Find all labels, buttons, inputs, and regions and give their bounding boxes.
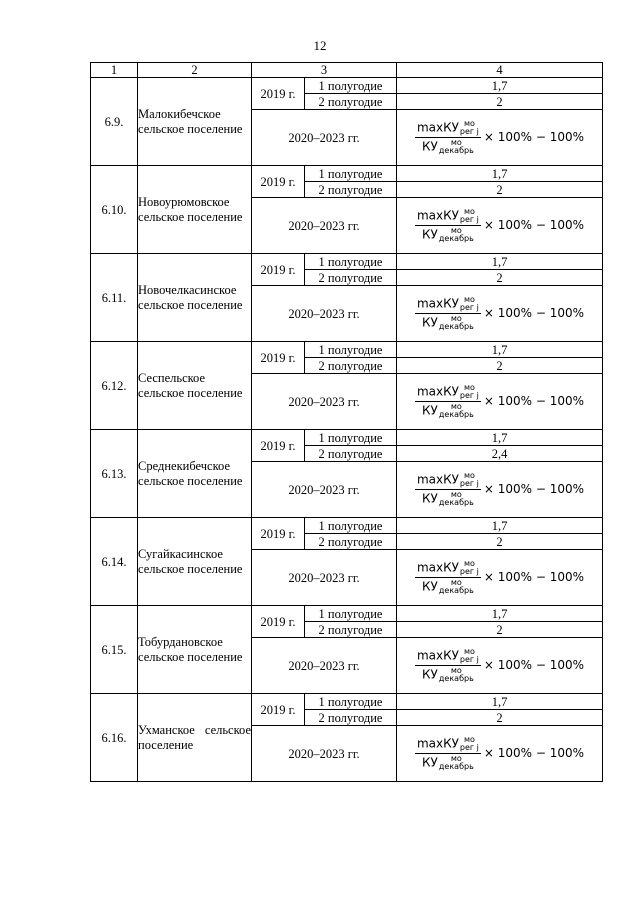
- settlement-name-text: Среднекибечское сельское поселение: [138, 458, 243, 488]
- settlement-name: [138, 694, 252, 782]
- settlement-name-text: Новочелкасинское сельское поселение: [138, 282, 243, 312]
- table-row: [91, 78, 603, 94]
- formula-numerator-sub: рег j: [459, 391, 479, 400]
- formula-numerator-sup: мо: [463, 383, 475, 392]
- value-half-1: 1,7: [397, 166, 603, 182]
- formula-rest: × 100% − 100%: [483, 130, 585, 144]
- settlement-name: [138, 606, 252, 694]
- formula-cell: [397, 550, 603, 606]
- formula-fraction: [415, 296, 481, 331]
- formula-numerator-main: maxКУ: [416, 736, 459, 751]
- formula-numerator-sub: рег j: [459, 303, 479, 312]
- value-half-2: 2: [397, 358, 603, 374]
- formula-denominator-main: КУ: [422, 667, 438, 682]
- formula-rest: × 100% − 100%: [483, 218, 585, 232]
- formula-denominator: [420, 314, 476, 331]
- formula-cell: [397, 374, 603, 430]
- formula-numerator: [415, 296, 481, 314]
- formula-denominator-main: КУ: [422, 755, 438, 770]
- formula-cell: [397, 286, 603, 342]
- formula-denominator-sub: декабрь: [438, 234, 474, 243]
- targets-table: [90, 62, 603, 782]
- formula-denominator-sup: мо: [450, 754, 462, 763]
- table-row: [91, 430, 603, 446]
- formula: [415, 208, 584, 243]
- period-cell: 2020–2023 гг.: [252, 374, 397, 430]
- formula-denominator-sub: декабрь: [438, 322, 474, 331]
- formula-numerator-sup: мо: [463, 207, 475, 216]
- half-year-2: 2 полугодие: [305, 446, 397, 462]
- half-year-1: 1 полугодие: [305, 342, 397, 358]
- value-half-2: 2: [397, 534, 603, 550]
- formula-denominator-main: КУ: [422, 403, 438, 418]
- half-year-2: 2 полугодие: [305, 622, 397, 638]
- formula-fraction: [415, 736, 481, 771]
- period-cell: 2020–2023 гг.: [252, 726, 397, 782]
- formula-numerator: [415, 120, 481, 138]
- value-half-2: 2: [397, 182, 603, 198]
- settlement-name-text: Сугайкасинское сельское поселение: [138, 546, 243, 576]
- value-half-1: 1,7: [397, 430, 603, 446]
- settlement-name: [138, 342, 252, 430]
- value-half-2: 2,4: [397, 446, 603, 462]
- formula-rest: × 100% − 100%: [483, 570, 585, 584]
- row-number: 6.13.: [91, 430, 138, 518]
- formula-denominator-sup: мо: [450, 490, 462, 499]
- formula-numerator: [415, 208, 481, 226]
- half-year-1: 1 полугодие: [305, 254, 397, 270]
- settlement-name-text: Сеспельское сельское поселение: [138, 370, 243, 400]
- page-number: 12: [313, 38, 327, 53]
- formula-rest: × 100% − 100%: [483, 482, 585, 496]
- formula-cell: [397, 638, 603, 694]
- formula-rest: × 100% − 100%: [483, 306, 585, 320]
- formula-denominator-main: КУ: [422, 315, 438, 330]
- formula-denominator: [420, 578, 476, 595]
- formula-fraction: [415, 560, 481, 595]
- year-cell: 2019 г.: [252, 606, 305, 638]
- formula-denominator: [420, 226, 476, 243]
- table-row: [91, 166, 603, 182]
- formula-fraction: [415, 120, 481, 155]
- formula-numerator: [415, 560, 481, 578]
- half-year-2: 2 полугодие: [305, 94, 397, 110]
- header-col-2: 2: [138, 63, 252, 78]
- formula-denominator-sup: мо: [450, 314, 462, 323]
- value-half-1: 1,7: [397, 518, 603, 534]
- half-year-2: 2 полугодие: [305, 534, 397, 550]
- value-half-2: 2: [397, 94, 603, 110]
- formula-numerator: [415, 384, 481, 402]
- formula-numerator-sub: рег j: [459, 127, 479, 136]
- table-row: [91, 606, 603, 622]
- formula-denominator: [420, 490, 476, 507]
- half-year-1: 1 полугодие: [305, 606, 397, 622]
- header-col-4: 4: [397, 63, 603, 78]
- formula-denominator-sub: декабрь: [438, 410, 474, 419]
- formula-denominator-sup: мо: [450, 138, 462, 147]
- formula-numerator-sub: рег j: [459, 655, 479, 664]
- half-year-1: 1 полугодие: [305, 430, 397, 446]
- header-col-1: 1: [91, 63, 138, 78]
- table-row: [91, 342, 603, 358]
- formula: [415, 472, 584, 507]
- formula-numerator-main: maxКУ: [416, 648, 459, 663]
- header-row: [91, 63, 603, 78]
- formula-numerator-main: maxКУ: [416, 384, 459, 399]
- formula-numerator-sup: мо: [463, 471, 475, 480]
- formula: [415, 736, 584, 771]
- table-row: [91, 254, 603, 270]
- formula-denominator-sup: мо: [450, 402, 462, 411]
- value-half-2: 2: [397, 622, 603, 638]
- formula-fraction: [415, 384, 481, 419]
- half-year-2: 2 полугодие: [305, 358, 397, 374]
- formula-denominator-main: КУ: [422, 491, 438, 506]
- header-col-3: 3: [252, 63, 397, 78]
- formula: [415, 296, 584, 331]
- formula-denominator: [420, 138, 476, 155]
- value-half-2: 2: [397, 710, 603, 726]
- value-half-1: 1,7: [397, 78, 603, 94]
- settlement-name-text: Ухманское сельское поселение: [138, 722, 251, 752]
- half-year-2: 2 полугодие: [305, 182, 397, 198]
- value-half-1: 1,7: [397, 694, 603, 710]
- period-cell: 2020–2023 гг.: [252, 110, 397, 166]
- formula-cell: [397, 110, 603, 166]
- formula-denominator-sub: декабрь: [438, 498, 474, 507]
- year-cell: 2019 г.: [252, 166, 305, 198]
- row-number: 6.15.: [91, 606, 138, 694]
- formula-numerator: [415, 648, 481, 666]
- period-cell: 2020–2023 гг.: [252, 638, 397, 694]
- year-cell: 2019 г.: [252, 694, 305, 726]
- settlement-name-text: Новоурюмовское сельское поселение: [138, 194, 243, 224]
- formula-cell: [397, 198, 603, 254]
- formula-numerator-main: maxКУ: [416, 560, 459, 575]
- formula-denominator: [420, 754, 476, 771]
- half-year-1: 1 полугодие: [305, 518, 397, 534]
- value-half-1: 1,7: [397, 606, 603, 622]
- period-cell: 2020–2023 гг.: [252, 550, 397, 606]
- formula-denominator-sub: декабрь: [438, 586, 474, 595]
- formula-numerator-sub: рег j: [459, 215, 479, 224]
- formula-numerator-main: maxКУ: [416, 296, 459, 311]
- period-cell: 2020–2023 гг.: [252, 462, 397, 518]
- period-cell: 2020–2023 гг.: [252, 286, 397, 342]
- half-year-1: 1 полугодие: [305, 166, 397, 182]
- formula-rest: × 100% − 100%: [483, 394, 585, 408]
- settlement-name: [138, 430, 252, 518]
- formula-denominator-sup: мо: [450, 666, 462, 675]
- value-half-2: 2: [397, 270, 603, 286]
- formula-denominator-sup: мо: [450, 226, 462, 235]
- row-number: 6.16.: [91, 694, 138, 782]
- formula-numerator-main: maxКУ: [416, 472, 459, 487]
- row-number: 6.10.: [91, 166, 138, 254]
- table-row: [91, 518, 603, 534]
- formula-numerator: [415, 472, 481, 490]
- formula-fraction: [415, 208, 481, 243]
- settlement-name-text: Малокибечское сельское поселение: [138, 106, 243, 136]
- formula-cell: [397, 726, 603, 782]
- formula: [415, 648, 584, 683]
- settlement-name: [138, 78, 252, 166]
- formula-numerator-sup: мо: [463, 559, 475, 568]
- year-cell: 2019 г.: [252, 78, 305, 110]
- half-year-2: 2 полугодие: [305, 270, 397, 286]
- formula-numerator-sub: рег j: [459, 479, 479, 488]
- period-cell: 2020–2023 гг.: [252, 198, 397, 254]
- half-year-1: 1 полугодие: [305, 694, 397, 710]
- row-number: 6.12.: [91, 342, 138, 430]
- settlement-name: [138, 166, 252, 254]
- year-cell: 2019 г.: [252, 342, 305, 374]
- formula-numerator-sub: рег j: [459, 743, 479, 752]
- formula-denominator-sub: декабрь: [438, 146, 474, 155]
- formula-numerator-main: maxКУ: [416, 208, 459, 223]
- formula-numerator-sup: мо: [463, 295, 475, 304]
- formula-fraction: [415, 648, 481, 683]
- half-year-1: 1 полугодие: [305, 78, 397, 94]
- half-year-2: 2 полугодие: [305, 710, 397, 726]
- value-half-1: 1,7: [397, 254, 603, 270]
- formula: [415, 120, 584, 155]
- year-cell: 2019 г.: [252, 518, 305, 550]
- settlement-name: [138, 254, 252, 342]
- formula-denominator-main: КУ: [422, 579, 438, 594]
- formula-numerator-sub: рег j: [459, 567, 479, 576]
- formula-denominator-main: КУ: [422, 139, 438, 154]
- formula-numerator: [415, 736, 481, 754]
- formula-rest: × 100% − 100%: [483, 658, 585, 672]
- settlement-name: [138, 518, 252, 606]
- table-body: [91, 78, 603, 782]
- table-row: [91, 694, 603, 710]
- row-number: 6.11.: [91, 254, 138, 342]
- formula: [415, 384, 584, 419]
- formula-denominator-sub: декабрь: [438, 762, 474, 771]
- year-cell: 2019 г.: [252, 254, 305, 286]
- formula-denominator-sub: декабрь: [438, 674, 474, 683]
- formula-denominator: [420, 402, 476, 419]
- formula-rest: × 100% − 100%: [483, 746, 585, 760]
- row-number: 6.9.: [91, 78, 138, 166]
- formula-numerator-sup: мо: [463, 647, 475, 656]
- settlement-name-text: Тобурдановское сельское поселение: [138, 634, 243, 664]
- formula-cell: [397, 462, 603, 518]
- row-number: 6.14.: [91, 518, 138, 606]
- value-half-1: 1,7: [397, 342, 603, 358]
- formula-numerator-sup: мо: [463, 735, 475, 744]
- formula-fraction: [415, 472, 481, 507]
- formula-numerator-sup: мо: [463, 119, 475, 128]
- formula-numerator-main: maxКУ: [416, 120, 459, 135]
- formula: [415, 560, 584, 595]
- year-cell: 2019 г.: [252, 430, 305, 462]
- formula-denominator-sup: мо: [450, 578, 462, 587]
- formula-denominator-main: КУ: [422, 227, 438, 242]
- formula-denominator: [420, 666, 476, 683]
